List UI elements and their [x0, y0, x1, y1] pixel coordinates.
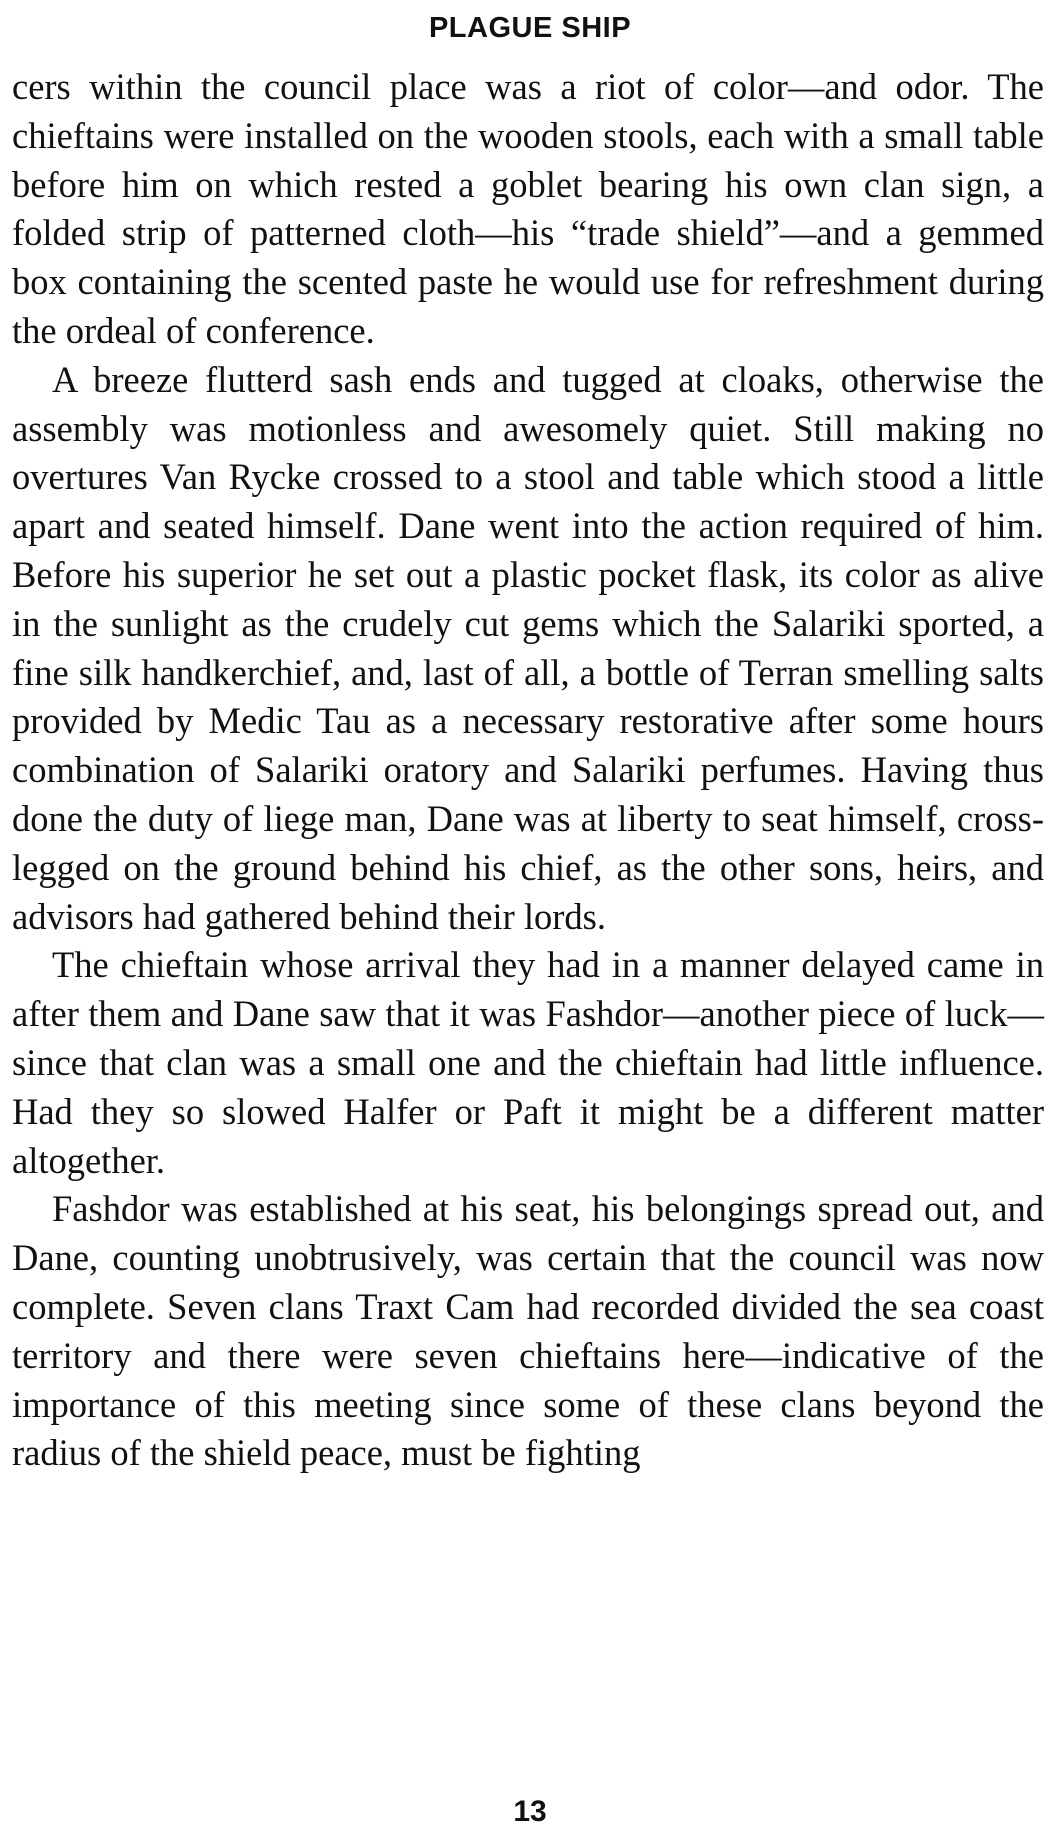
paragraph-4: Fashdor was established at his seat, his belongings spread out, and Dane, counting unobtrusively, was certain that the council was now complete. Seven clans Traxt Cam had recorded divided the sea coast territory and there were seven chieftains here—indicative of the importance of this meeting since some of these clans beyond the radius of the shield peace, must be fighting: [12, 1188, 1044, 1474]
body-text: [12, 63, 1044, 1478]
running-title: PLAGUE SHIP: [428, 12, 632, 44]
paragraph-2: A breeze flutterd sash ends and tugged at cloaks, otherwise the assembly was motionless and awesomely quiet. Still making no overtures Van Rycke crossed to a stool and table which stood a little apart and seated himself. Dane went into the action required of him. Before his superior he set out a plastic pocket flask, its color as alive in the sunlight as the crudely cut gems which the Salariki sported, a fine silk handkerchief, and, last of all, a bottle of Terran smelling salts provided by Medic Tau as a necessary restorative after some hours combination of Salariki oratory and Salariki perfumes. Having thus done the duty of liege man, Dane was at liberty to seat himself, cross-legged on the ground behind his chief, as the other sons, heirs, and advisors had gathered behind their lords.: [12, 358, 1044, 937]
page-number: 13: [513, 1795, 547, 1828]
paragraph-1: cers within the council place was a riot of color—and odor. The chieftains were installed on the wooden stools, each with a small table before him on which rested a goblet bearing his own clan sign, a folded strip of patterned cloth—his “trade shield”—and a gemmed box containing the scented paste he would use for refreshment during the ordeal of conference.: [12, 66, 1044, 351]
paragraph-3: The chieftain whose arrival they had in a manner delayed came in after them and Dane saw that it was Fashdor—another piece of luck—since that clan was a small one and the chieftain had little influence. Had they so slowed Halfer or Paft it might be a different matter altogether.: [12, 944, 1044, 1181]
